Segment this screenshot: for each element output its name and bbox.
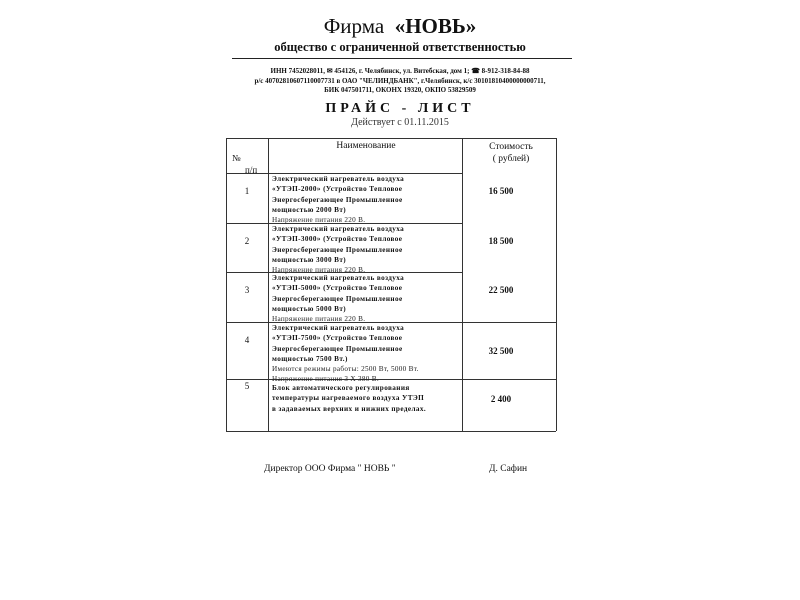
description-line: «УТЭП-2000» (Устройство Тепловое xyxy=(272,185,403,194)
company-legal-form: общество с ограниченной ответственностью xyxy=(274,40,526,54)
description-line: Энергосберегающее Промышленное xyxy=(272,294,403,303)
description-line: «УТЭП-7500» (Устройство Тепловое xyxy=(272,334,403,343)
item-description xyxy=(272,273,472,324)
requisites-line: р/с 40702810607110007731 в ОАО "ЧЕЛИНДБАНК", г.Челябинск, к/с 30101810400000000711, xyxy=(254,76,546,85)
description-note: Напряжение питания 220 В. xyxy=(272,216,366,225)
description-line: Электрический нагреватель воздуха xyxy=(272,324,405,332)
description-line: Энергосберегающее Промышленное xyxy=(272,195,403,204)
requisites-line: БИК 047501711, ОКОНХ 19320, ОКПО 53829509 xyxy=(324,86,476,94)
description-line: Электрический нагреватель воздуха xyxy=(272,225,405,233)
column-divider xyxy=(268,138,269,431)
company-requisites xyxy=(200,67,600,96)
price-table xyxy=(226,138,556,431)
item-price: 18 500 xyxy=(488,236,514,246)
description-line: в задаваемых верхних и нижних пределах. xyxy=(272,404,427,413)
company-prefix: Фирма xyxy=(323,14,385,38)
description-line: мощностью 2000 Вт) xyxy=(272,205,347,214)
header-cost-label: Стоимость xyxy=(489,142,533,152)
row-number: 4 xyxy=(244,335,250,345)
header-number-symbol: № xyxy=(232,153,241,163)
row-number: 1 xyxy=(244,186,250,196)
description-line: мощностью 7500 Вт.) xyxy=(272,354,348,363)
item-description xyxy=(272,383,472,414)
description-line: Электрический нагреватель воздуха xyxy=(272,175,405,183)
item-price: 16 500 xyxy=(488,186,514,196)
header-name: Наименование xyxy=(336,141,396,151)
header-cost-unit: ( рублей) xyxy=(492,154,530,164)
description-line: Электрический нагреватель воздуха xyxy=(272,274,405,282)
row-number: 5 xyxy=(244,381,250,391)
director-name: Д. Сафин xyxy=(489,464,528,474)
description-note: Напряжение питания 3 Х 380 В. xyxy=(272,375,379,384)
item-description xyxy=(272,174,472,225)
header-cost xyxy=(466,141,556,165)
row-number: 3 xyxy=(244,285,250,295)
header-number xyxy=(232,152,257,176)
item-price: 22 500 xyxy=(488,285,514,295)
description-line: Блок автоматического регулирования xyxy=(272,384,410,392)
director-title: Директор ООО Фирма " НОВЬ " xyxy=(264,464,396,474)
requisites-line: ИНН 7452028011, ✉ 454126, г. Челябинск, ул. Витебская, дом 1; ☎ 8-912-318-84-88 xyxy=(270,67,530,75)
valid-from-date: Действует с 01.11.2015 xyxy=(351,117,449,128)
company-name: «НОВЬ» xyxy=(394,14,477,38)
header-number-sub: п/п xyxy=(245,165,258,175)
description-note: Напряжение питания 220 В. xyxy=(272,315,366,324)
description-line: «УТЭП-3000» (Устройство Тепловое xyxy=(272,235,403,244)
table-border-right xyxy=(556,138,557,431)
description-note: Напряжение питания 220 В. xyxy=(272,266,366,275)
description-line: Энергосберегающее Промышленное xyxy=(272,344,403,353)
item-description xyxy=(272,224,472,275)
description-line: мощностью 3000 Вт) xyxy=(272,255,347,264)
company-title xyxy=(0,14,800,38)
table-border-bottom xyxy=(226,431,556,432)
item-description xyxy=(272,323,472,385)
row-number: 2 xyxy=(244,236,250,246)
description-line: температуры нагреваемого воздуха УТЭП xyxy=(272,394,425,403)
description-line: Энергосберегающее Промышленное xyxy=(272,245,403,254)
item-price: 32 500 xyxy=(488,346,514,356)
header-divider xyxy=(232,58,572,59)
description-line: «УТЭП-5000» (Устройство Тепловое xyxy=(272,284,403,293)
table-border-top xyxy=(226,138,556,139)
item-price: 2 400 xyxy=(490,394,512,404)
description-line: мощностью 5000 Вт) xyxy=(272,304,347,313)
description-note: Имеются режимы работы: 2500 Вт, 5000 Вт. xyxy=(272,365,419,374)
document-title: ПРАЙС - ЛИСТ xyxy=(325,101,475,116)
